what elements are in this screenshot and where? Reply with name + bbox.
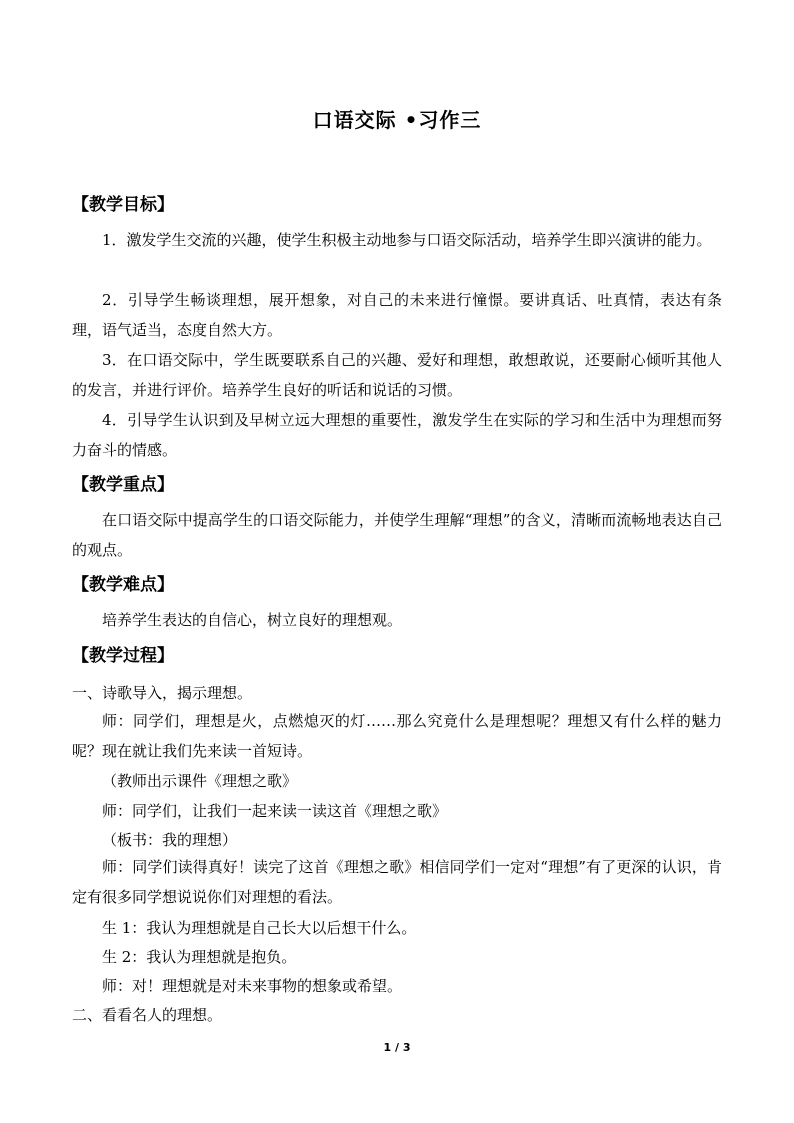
section-1-title: 一、诗歌导入，揭示理想。 — [72, 684, 253, 702]
note-line-1: （教师出示课件《理想之歌》 — [102, 772, 298, 790]
teacher-line-4: 师：对！理想就是对未来事物的想象或希望。 — [102, 977, 403, 995]
note-line-2: （板书：我的理想） — [102, 831, 238, 849]
difficulties-heading: 【教学难点】 — [72, 575, 174, 595]
document-title: 口语交际 •习作三 — [312, 108, 482, 132]
teacher-line-3: 师：同学们读得真好！读完了这首《理想之歌》相信同学们一定对“理想”有了更深的认识，肯定有很多同学想说说你们对理想的看法。 — [72, 858, 722, 906]
section-2-title: 二、看看名人的理想。 — [72, 1006, 223, 1024]
objective-item-1: 1．激发学生交流的兴趣，使学生积极主动地参与口语交际活动，培养学生即兴演讲的能力。 — [102, 231, 712, 249]
student-line-1: 生 1：我认为理想就是自己长大以后想干什么。 — [102, 919, 417, 937]
key-points-text: 在口语交际中提高学生的口语交际能力，并使学生理解“理想”的含义，清晰而流畅地表达自己的观点。 — [72, 511, 722, 559]
teacher-line-2: 师：同学们，让我们一起来读一读这首《理想之歌》 — [102, 802, 448, 820]
objectives-heading: 【教学目标】 — [72, 195, 174, 215]
objective-item-2: 2．引导学生畅谈理想，展开想象，对自己的未来进行憧憬。要讲真话、吐真情，表达有条理，语气适当，态度自然大方。 — [72, 291, 722, 339]
difficulties-text: 培养学生表达的自信心，树立良好的理想观。 — [102, 611, 403, 629]
process-heading: 【教学过程】 — [72, 646, 174, 666]
objective-item-4: 4．引导学生认识到及早树立远大理想的重要性，激发学生在实际的学习和生活中为理想而努力奋斗的情感。 — [72, 411, 722, 459]
student-line-2: 生 2：我认为理想就是抱负。 — [102, 948, 297, 966]
key-points-heading: 【教学重点】 — [72, 475, 174, 495]
objective-item-3: 3．在口语交际中，学生既要联系自己的兴趣、爱好和理想，敢想敢说，还要耐心倾听其他人的发言，并进行评价。培养学生良好的听话和说话的习惯。 — [72, 351, 722, 399]
page-number: 1 / 3 — [383, 1041, 411, 1054]
teacher-line-1: 师：同学们，理想是火，点燃熄灭的灯……那么究竟什么是理想呢？理想又有什么样的魅力呢？现在就让我们先来读一首短诗。 — [72, 712, 722, 760]
